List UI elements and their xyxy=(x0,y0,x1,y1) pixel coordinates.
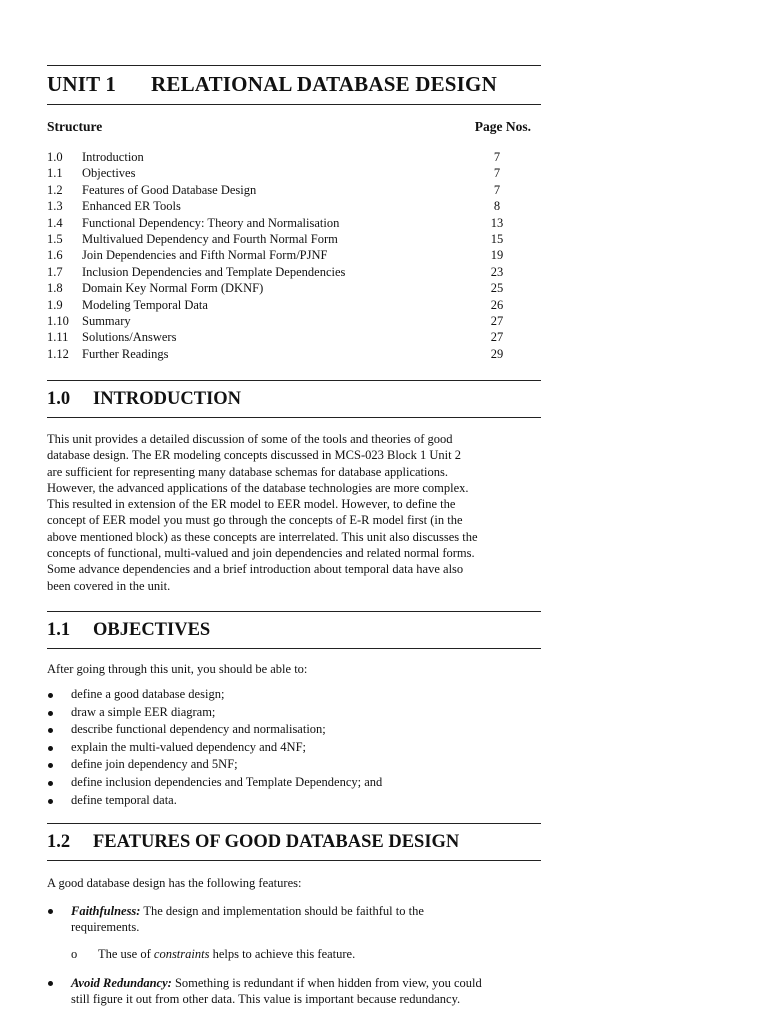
toc-page: 15 xyxy=(490,231,504,246)
paragraph-line: database design. The ER modeling concepts discussed in MCS-023 Block 1 Unit 2 xyxy=(47,448,461,463)
objective-item xyxy=(47,721,541,739)
objective-item xyxy=(47,704,541,722)
bullet-icon xyxy=(48,693,53,698)
objective-text: describe functional dependency and normalisation; xyxy=(71,722,326,737)
toc-title: Modeling Temporal Data xyxy=(82,297,208,312)
objectives-bottom-rule xyxy=(47,648,541,649)
table-of-contents xyxy=(47,149,541,362)
structure-header xyxy=(47,119,531,135)
paragraph-line: above mentioned block) as these concepts are interrelated. This unit also discusses the xyxy=(47,529,478,544)
toc-number: 1.1 xyxy=(47,166,63,181)
paragraph-line: been covered in the unit. xyxy=(47,578,171,593)
section-number: 1.2 xyxy=(47,832,71,852)
toc-row xyxy=(47,231,541,247)
bullet-icon xyxy=(48,781,53,786)
bullet-icon xyxy=(48,799,53,804)
toc-number: 1.12 xyxy=(47,346,69,361)
sub-text-after: helps to achieve this feature. xyxy=(209,947,356,961)
toc-number: 1.4 xyxy=(47,215,63,230)
paragraph-line: However, the advanced applications of the database technologies are more complex. xyxy=(47,480,469,495)
toc-number: 1.3 xyxy=(47,199,63,214)
toc-page: 29 xyxy=(490,346,504,361)
toc-title: Join Dependencies and Fifth Normal Form/PJNF xyxy=(82,248,328,263)
toc-page: 27 xyxy=(490,313,504,328)
toc-page: 23 xyxy=(490,264,504,279)
toc-row xyxy=(47,215,541,231)
intro-bottom-rule xyxy=(47,417,541,418)
sub-text-before: The use of xyxy=(98,947,154,961)
objectives-top-rule xyxy=(47,611,541,612)
constraints-term: constraints xyxy=(153,947,210,961)
toc-page: 26 xyxy=(490,297,504,312)
toc-page: 19 xyxy=(490,248,504,263)
toc-row xyxy=(47,329,541,345)
paragraph-line: This resulted in extension of the ER model to EER model. However, to define the xyxy=(47,497,456,512)
paragraph-line: concepts of functional, multi-valued and join dependencies and related normal forms. xyxy=(47,546,475,561)
toc-row xyxy=(47,280,541,296)
toc-number: 1.8 xyxy=(47,281,63,296)
section-title: OBJECTIVES xyxy=(93,620,211,640)
toc-row xyxy=(47,198,541,214)
section-title: FEATURES OF GOOD DATABASE DESIGN xyxy=(93,832,460,852)
page-nos-heading: Page Nos. xyxy=(474,119,531,134)
toc-row xyxy=(47,182,541,198)
toc-row xyxy=(47,313,541,329)
toc-number: 1.9 xyxy=(47,297,63,312)
faithfulness-text-2: requirements. xyxy=(71,920,140,935)
section-title: INTRODUCTION xyxy=(93,389,242,409)
redundancy-text-2: still figure it out from other data. This value is important because redundancy. xyxy=(71,992,461,1007)
toc-title: Summary xyxy=(82,313,131,328)
toc-title: Features of Good Database Design xyxy=(82,182,257,197)
toc-row xyxy=(47,346,541,362)
introduction-paragraph xyxy=(47,431,541,594)
toc-page: 25 xyxy=(490,281,504,296)
toc-page: 7 xyxy=(493,150,501,164)
objective-item xyxy=(47,686,541,704)
paragraph-line: are sufficient for representing many database schemas for database applications. xyxy=(47,464,448,479)
toc-number: 1.11 xyxy=(47,330,69,345)
toc-page: 8 xyxy=(493,199,501,214)
bullet-icon xyxy=(48,981,53,986)
objective-text: define inclusion dependencies and Template Dependency; and xyxy=(71,774,383,789)
toc-number: 1.10 xyxy=(47,313,69,328)
toc-number: 1.6 xyxy=(47,248,63,263)
redundancy-term: Avoid Redundancy: xyxy=(71,976,172,990)
top-rule xyxy=(47,65,541,66)
objective-item xyxy=(47,756,541,774)
toc-number: 1.5 xyxy=(47,231,63,246)
toc-row xyxy=(47,297,541,313)
circle-bullet-icon: o xyxy=(71,947,78,961)
toc-page: 7 xyxy=(493,166,501,181)
bullet-icon xyxy=(48,746,53,751)
features-top-rule xyxy=(47,823,541,824)
toc-title: Further Readings xyxy=(82,346,169,361)
unit-name: RELATIONAL DATABASE DESIGN xyxy=(151,72,497,96)
unit-title-rule xyxy=(47,104,541,105)
objectives-intro: After going through this unit, you should be able to: xyxy=(47,662,308,676)
toc-number: 1.2 xyxy=(47,182,63,197)
objective-item xyxy=(47,792,541,810)
toc-row xyxy=(47,165,541,181)
paragraph-line: Some advance dependencies and a brief introduction about temporal data have also xyxy=(47,562,464,577)
objective-item xyxy=(47,739,541,757)
paragraph-line: This unit provides a detailed discussion of some of the tools and theories of good xyxy=(47,432,453,446)
bullet-icon xyxy=(48,909,53,914)
paragraph-line: concept of EER model you must go through the concepts of E-R model first (in the xyxy=(47,513,463,528)
objective-text: explain the multi-valued dependency and 4NF; xyxy=(71,739,307,754)
features-intro: A good database design has the following features: xyxy=(47,876,302,890)
toc-title: Inclusion Dependencies and Template Dependencies xyxy=(82,264,346,279)
redundancy-text: Something is redundant if when hidden from view, you could xyxy=(171,976,482,990)
structure-heading: Structure xyxy=(47,119,103,134)
features-heading xyxy=(47,832,459,853)
toc-title: Domain Key Normal Form (DKNF) xyxy=(82,281,264,296)
objectives-heading xyxy=(47,620,210,641)
faithfulness-term: Faithfulness: xyxy=(71,904,141,918)
toc-title: Solutions/Answers xyxy=(82,330,177,345)
section-number: 1.1 xyxy=(47,620,71,640)
faithfulness-text: The design and implementation should be faithful to the xyxy=(140,904,424,918)
toc-title: Enhanced ER Tools xyxy=(82,199,181,214)
objectives-list xyxy=(47,686,541,809)
unit-number: UNIT 1 xyxy=(47,72,117,96)
bullet-icon xyxy=(48,763,53,768)
objective-item xyxy=(47,774,541,792)
toc-title: Functional Dependency: Theory and Normalisation xyxy=(82,215,340,230)
toc-page: 27 xyxy=(490,330,504,345)
unit-title xyxy=(47,72,497,97)
toc-row xyxy=(47,149,541,165)
toc-page: 7 xyxy=(493,182,501,197)
toc-number: 1.0 xyxy=(47,150,63,164)
toc-title: Introduction xyxy=(82,150,144,164)
objective-text: define a good database design; xyxy=(71,687,225,701)
objective-text: draw a simple EER diagram; xyxy=(71,704,216,719)
toc-row xyxy=(47,247,541,263)
toc-title: Multivalued Dependency and Fourth Normal Form xyxy=(82,231,338,246)
toc-title: Objectives xyxy=(82,166,136,181)
bullet-icon xyxy=(48,711,53,716)
toc-page: 13 xyxy=(490,215,504,230)
objective-text: define temporal data. xyxy=(71,792,177,807)
toc-row xyxy=(47,264,541,280)
intro-top-rule xyxy=(47,380,541,381)
introduction-heading xyxy=(47,389,241,410)
section-number: 1.0 xyxy=(47,389,71,409)
objective-text: define join dependency and 5NF; xyxy=(71,757,238,772)
features-bottom-rule xyxy=(47,860,541,861)
bullet-icon xyxy=(48,728,53,733)
toc-number: 1.7 xyxy=(47,264,63,279)
